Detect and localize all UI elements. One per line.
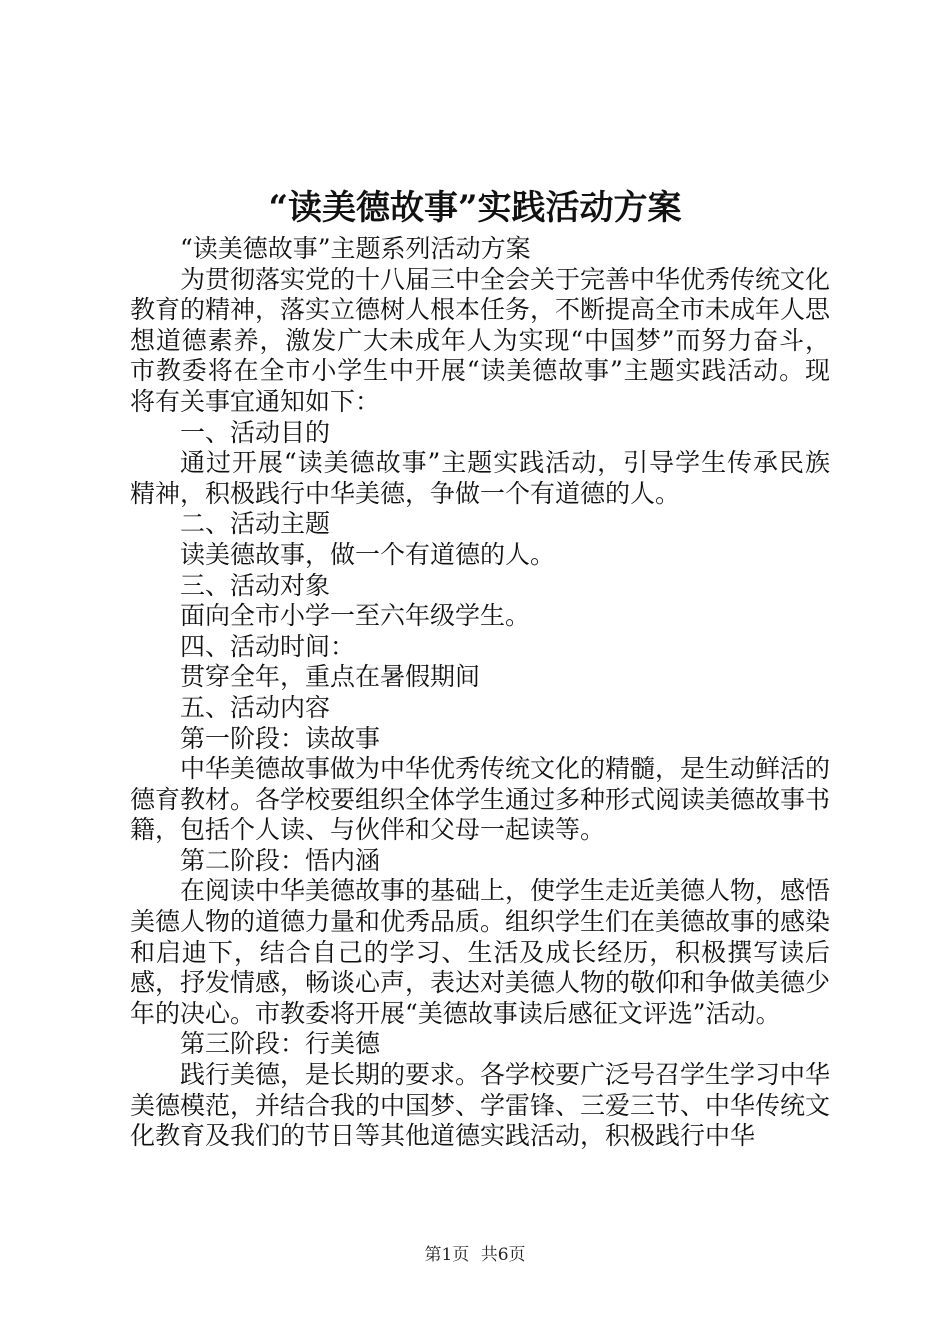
audience-paragraph: 面向全市小学一至六年级学生。	[180, 601, 531, 631]
page-number: 第1页	[424, 1245, 470, 1265]
document-body	[130, 234, 830, 1152]
stage-one-paragraph: 中华美德故事做为中华优秀传统文化的精髓，是生动鲜活的德育教材。各学校要组织全体学生通过多种形式阅读美德故事书籍，包括个人读、与伙伴和父母一起读等。	[130, 754, 831, 845]
section-heading-content: 五、活动内容	[180, 692, 331, 722]
stage-two-heading: 第二阶段：悟内涵	[180, 845, 381, 875]
document-title: “读美德故事”实践活动方案	[268, 188, 682, 228]
section-heading-time: 四、活动时间：	[180, 631, 356, 661]
stage-one-heading: 第一阶段：读故事	[180, 723, 381, 753]
section-heading-audience: 三、活动对象	[180, 570, 331, 600]
time-paragraph: 贯穿全年，重点在暑假期间	[180, 662, 481, 692]
section-heading-theme: 二、活动主题	[180, 509, 331, 539]
stage-two-paragraph: 在阅读中华美德故事的基础上，使学生走近美德人物，感悟美德人物的道德力量和优秀品质。组织学生们在美德故事的感染和启迪下，结合自己的学习、生活及成长经历，积极撰写读后感，抒发情感，畅谈心声，表达对美德人物的敬仰和争做美德少年的决心。市教委将开展“美德故事读后感征文评选”活动。	[130, 876, 831, 1028]
subtitle-heading: “读美德故事”主题系列活动方案	[180, 234, 531, 263]
stage-three-paragraph: 践行美德，是长期的要求。各学校要广泛号召学生学习中华美德模范，并结合我的中国梦、学雷锋、三爱三节、中华传统文化教育及我们的节日等其他道德实践活动，积极践行中华	[130, 1060, 831, 1151]
purpose-paragraph: 通过开展“读美德故事”主题实践活动，引导学生传承民族精神，积极践行中华美德，争做一个有道德的人。	[130, 448, 830, 508]
page-footer	[0, 1243, 950, 1267]
theme-paragraph: 读美德故事，做一个有道德的人。	[180, 539, 556, 569]
stage-three-heading: 第三阶段：行美德	[180, 1029, 381, 1059]
section-heading-purpose: 一、活动目的	[180, 417, 331, 447]
page-total: 共6页	[480, 1245, 526, 1265]
intro-paragraph: 为贯彻落实党的十八届三中全会关于完善中华优秀传统文化教育的精神，落实立德树人根本任务，不断提高全市未成年人思想道德素养，激发广大未成年人为实现“中国梦”而努力奋斗，市教委将在全市小学生中开展“读美德故事”主题实践活动。现将有关事宜通知如下：	[130, 264, 831, 416]
